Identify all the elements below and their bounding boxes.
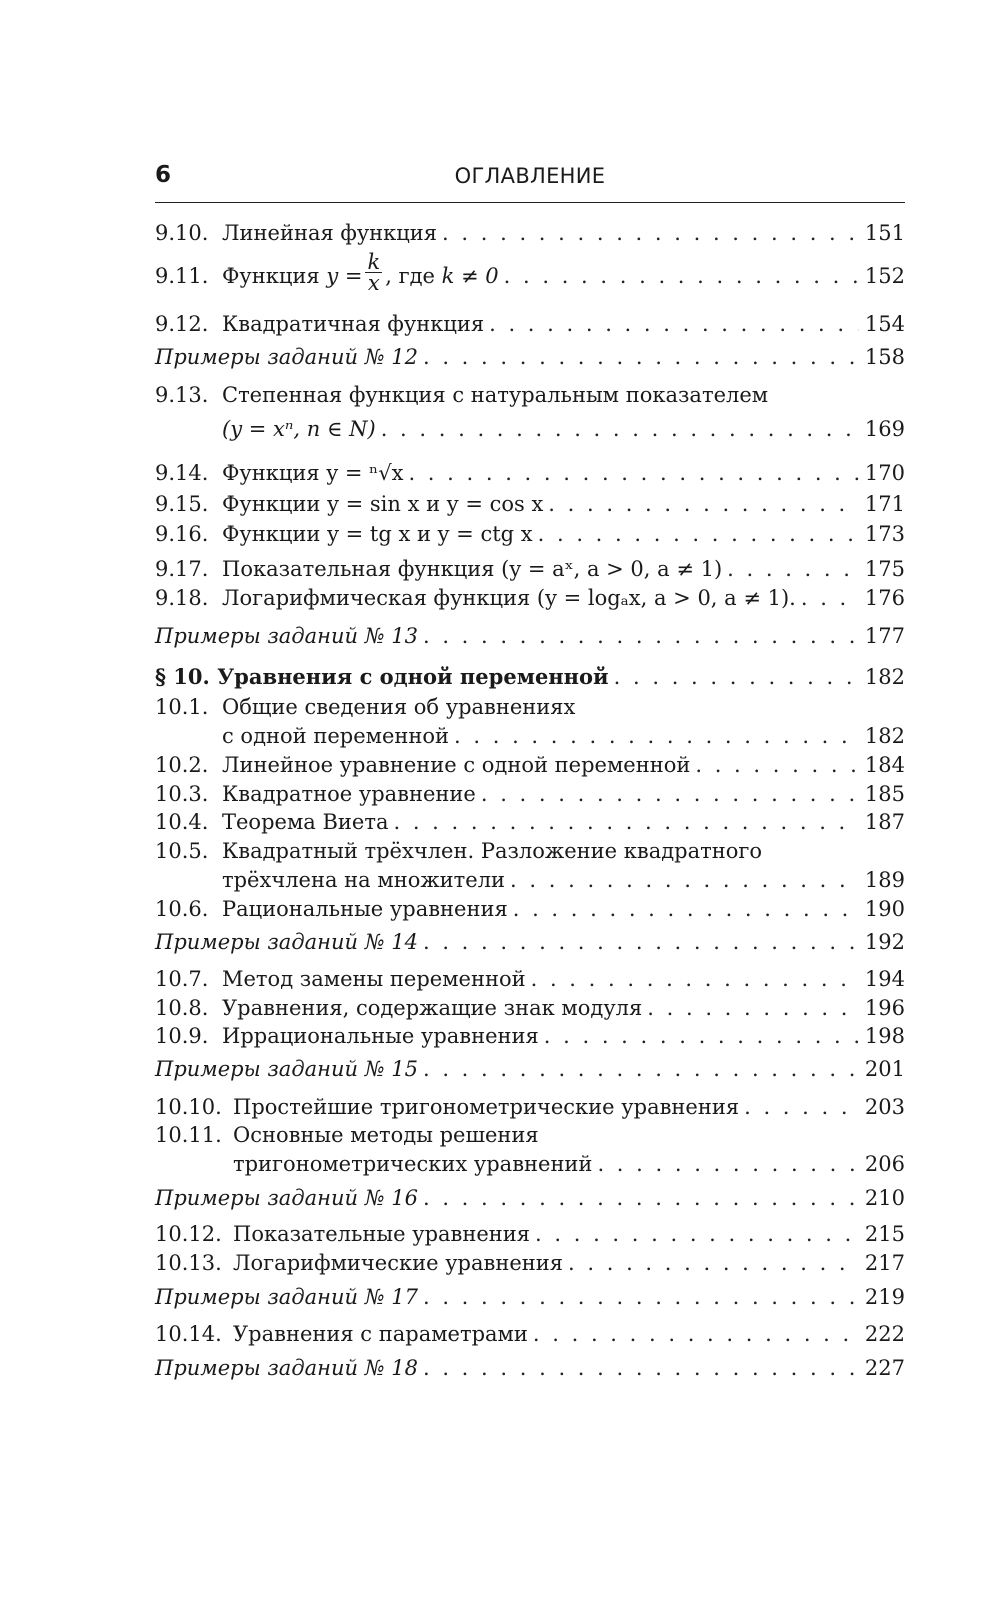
leader-dots — [513, 895, 859, 923]
toc-entry — [155, 895, 905, 923]
entry-page: 189 — [864, 868, 905, 892]
entry-title: Уравнения, содержащие знак модуля — [222, 996, 643, 1020]
entry-title: Примеры заданий № 15 — [155, 1057, 418, 1081]
leader-dots — [531, 965, 859, 993]
toc-entry — [155, 1055, 905, 1083]
toc-entry — [155, 584, 905, 612]
leader-dots — [423, 1283, 859, 1311]
leader-dots — [504, 262, 859, 290]
toc-entry — [155, 928, 905, 956]
entry-page: 194 — [864, 967, 905, 991]
entry-page: 185 — [864, 782, 905, 806]
entry-number: 9.15. — [155, 492, 209, 516]
entry-number: 10.3. — [155, 782, 209, 806]
entry-number: 9.10. — [155, 221, 209, 245]
entry-page: 176 — [864, 586, 905, 610]
entry-title: Примеры заданий № 17 — [155, 1285, 418, 1309]
toc-entry — [155, 751, 905, 779]
entry-number: 9.12. — [155, 312, 209, 336]
entry-title: Линейная функция — [222, 221, 438, 245]
entry-title: Примеры заданий № 14 — [155, 930, 418, 954]
entry-title: Рациональные уравнения — [222, 897, 508, 921]
toc-entry — [155, 310, 905, 338]
entry-title: Простейшие тригонометрические уравнения — [233, 1095, 740, 1119]
leader-dots — [489, 310, 859, 338]
toc-entry — [155, 622, 905, 650]
entry-page: 203 — [864, 1095, 905, 1119]
entry-page: 182 — [864, 724, 905, 748]
fraction: $\frac{k}{x}$ — [367, 250, 381, 295]
entry-number: 10.13. — [155, 1251, 222, 1275]
toc-entry — [155, 1150, 905, 1178]
leader-dots — [381, 415, 859, 443]
leader-dots — [727, 555, 859, 583]
leader-dots — [695, 751, 859, 779]
leader-dots — [544, 1022, 859, 1050]
entry-page: 169 — [864, 417, 905, 441]
entry-number: 9.16. — [155, 522, 209, 546]
leader-dots — [548, 490, 859, 518]
toc-entry — [155, 343, 905, 371]
toc-entry — [155, 722, 905, 750]
entry-title: Основные методы решения — [233, 1123, 539, 1147]
leader-dots — [801, 584, 859, 612]
entry-number: 9.17. — [155, 557, 209, 581]
entry-title: Показательные уравнения — [233, 1222, 531, 1246]
entry-title: с одной переменной — [222, 724, 450, 748]
entry-number: 10.4. — [155, 810, 209, 834]
leader-dots — [538, 520, 859, 548]
leader-dots — [533, 1320, 859, 1348]
toc-entry — [155, 1184, 905, 1212]
entry-number: 10.6. — [155, 897, 209, 921]
entry-title: Логарифмические уравнения — [233, 1251, 564, 1275]
leader-dots — [744, 1093, 859, 1121]
entry-title: Примеры заданий № 18 — [155, 1356, 418, 1380]
entry-number: 10.7. — [155, 967, 209, 991]
toc-entry — [155, 1093, 905, 1121]
entry-page: 170 — [864, 461, 905, 485]
entry-title: Показательная функция (y = aˣ, a > 0, a ≠ 1) — [222, 557, 723, 581]
toc-entry — [155, 1121, 905, 1149]
entry-page: 219 — [864, 1285, 905, 1309]
toc-entry — [155, 1354, 905, 1382]
entry-title: Функции y = sin x и y = cos x — [222, 492, 544, 516]
leader-dots — [614, 663, 859, 691]
leader-dots — [568, 1249, 859, 1277]
leader-dots — [393, 808, 858, 836]
entry-page: 177 — [864, 624, 905, 648]
entry-title: Иррациональные уравнения — [222, 1024, 539, 1048]
entry-title: Степенная функция с натуральным показателем — [222, 383, 769, 407]
toc-entry — [155, 837, 905, 865]
toc-entry — [155, 381, 905, 409]
leader-dots — [442, 219, 859, 247]
entry-number: 10.2. — [155, 753, 209, 777]
entry-page: 173 — [864, 522, 905, 546]
toc-entry — [155, 250, 905, 295]
toc-entry — [155, 1249, 905, 1277]
leader-dots — [408, 459, 858, 487]
running-head: ОГЛАВЛЕНИЕ — [454, 164, 606, 188]
entry-title: Функция y = ⁿ√x — [222, 461, 404, 485]
toc-entry — [155, 459, 905, 487]
leader-dots — [423, 622, 859, 650]
entry-page: 182 — [864, 665, 905, 689]
toc-entry — [155, 520, 905, 548]
entry-title: Квадратичная функция — [222, 312, 485, 336]
entry-title: Примеры заданий № 16 — [155, 1186, 418, 1210]
entry-title: Квадратное уравнение — [222, 782, 476, 806]
entry-number: 10.11. — [155, 1123, 222, 1147]
leader-dots — [423, 1354, 859, 1382]
entry-title: Примеры заданий № 12 — [155, 345, 418, 369]
entry-page: 184 — [864, 753, 905, 777]
entry-title: (y = xⁿ, n ∈ N) — [222, 417, 376, 441]
entry-page: 227 — [864, 1356, 905, 1380]
entry-title: Теорема Виета — [222, 810, 389, 834]
entry-number: 10.1. — [155, 695, 209, 719]
toc-entry — [155, 780, 905, 808]
entry-page: 215 — [864, 1222, 905, 1246]
toc-entry — [155, 1283, 905, 1311]
leader-dots — [423, 1184, 859, 1212]
page-header — [155, 160, 905, 203]
toc-entry — [155, 1022, 905, 1050]
entry-page: 196 — [864, 996, 905, 1020]
toc-entry — [155, 1320, 905, 1348]
toc-entry — [155, 808, 905, 836]
leader-dots — [597, 1150, 858, 1178]
entry-page: 206 — [864, 1152, 905, 1176]
entry-number: 10.12. — [155, 1222, 222, 1246]
toc-entry — [155, 555, 905, 583]
entry-title: Квадратный трёхчлен. Разложение квадратного — [222, 839, 763, 863]
toc-entry — [155, 994, 905, 1022]
entry-page: 210 — [864, 1186, 905, 1210]
entry-title: Общие сведения об уравнениях — [222, 695, 576, 719]
entry-number: 10.5. — [155, 839, 209, 863]
leader-dots — [423, 343, 859, 371]
formula: y = — [326, 264, 363, 288]
toc-entry — [155, 415, 905, 443]
entry-title: Функция y = $\frac{k}{x}$ , где k ≠ 0 — [222, 250, 499, 295]
entry-page: 187 — [864, 810, 905, 834]
leader-dots — [423, 928, 859, 956]
entry-number: 10.8. — [155, 996, 209, 1020]
toc-entry — [155, 866, 905, 894]
entry-title: Линейное уравнение с одной переменной — [222, 753, 691, 777]
entry-title: Функции y = tg x и y = ctg x — [222, 522, 533, 546]
entry-number: 10.14. — [155, 1322, 222, 1346]
entry-number: 9.14. — [155, 461, 209, 485]
entry-title: трёхчлена на множители — [222, 868, 506, 892]
leader-dots — [647, 994, 859, 1022]
entry-page: 171 — [864, 492, 905, 516]
entry-number: 10.9. — [155, 1024, 209, 1048]
entry-page: 192 — [864, 930, 905, 954]
entry-page: 152 — [864, 264, 905, 288]
entry-title: тригонометрических уравнений — [233, 1152, 593, 1176]
leader-dots — [454, 722, 859, 750]
toc-entry — [155, 693, 905, 721]
leader-dots — [481, 780, 859, 808]
entry-page: 158 — [864, 345, 905, 369]
entry-number: 9.11. — [155, 264, 209, 288]
entry-page: 217 — [864, 1251, 905, 1275]
entry-title: Уравнения с параметрами — [233, 1322, 528, 1346]
toc-entry — [155, 1220, 905, 1248]
entry-page: 190 — [864, 897, 905, 921]
entry-page: 222 — [864, 1322, 905, 1346]
entry-number: 10.10. — [155, 1095, 222, 1119]
entry-number: 9.13. — [155, 383, 209, 407]
entry-title: Метод замены переменной — [222, 967, 526, 991]
entry-title: Примеры заданий № 13 — [155, 624, 418, 648]
entry-page: 198 — [864, 1024, 905, 1048]
entry-page: 151 — [864, 221, 905, 245]
leader-dots — [510, 866, 859, 894]
leader-dots — [423, 1055, 859, 1083]
leader-dots — [535, 1220, 859, 1248]
entry-page: 154 — [864, 312, 905, 336]
toc-entry — [155, 965, 905, 993]
page-number: 6 — [155, 162, 172, 188]
entry-number: 9.18. — [155, 586, 209, 610]
toc-entry — [155, 490, 905, 518]
section-title: § 10. Уравнения с одной переменной — [155, 664, 609, 689]
toc-entry — [155, 219, 905, 247]
entry-title: Логарифмическая функция (y = logₐx, a > 0, a ≠ 1). — [222, 586, 796, 610]
entry-page: 175 — [864, 557, 905, 581]
entry-page: 201 — [864, 1057, 905, 1081]
toc-section-entry — [155, 663, 905, 691]
